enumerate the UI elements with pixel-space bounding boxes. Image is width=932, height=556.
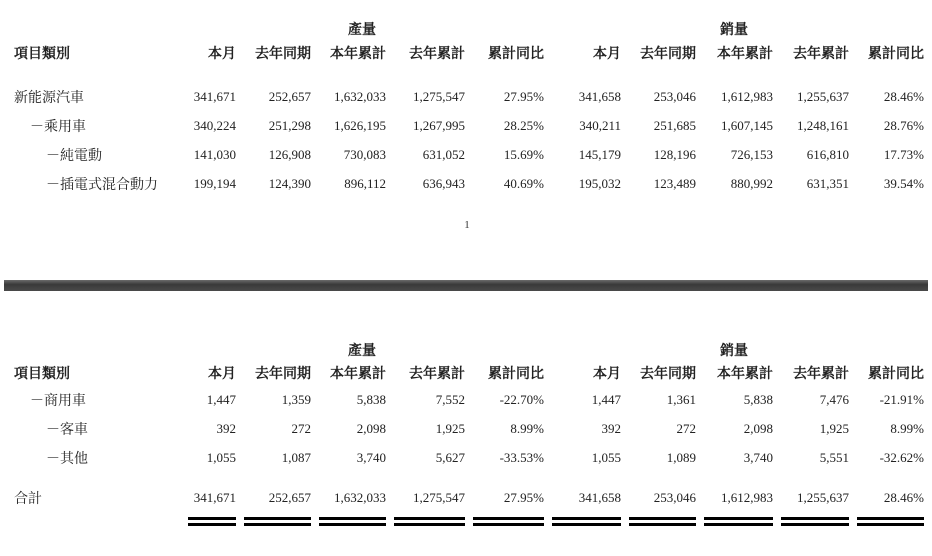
table-cell: -32.62% xyxy=(879,449,924,465)
double-underline xyxy=(704,517,773,526)
col-header-prod-yoy: 累計同比 xyxy=(488,47,544,62)
col-header-sales-last-year: 去年同期 xyxy=(640,47,696,62)
table-cell: 1,089 xyxy=(666,449,696,465)
double-underline xyxy=(781,517,849,526)
col-header-prod-month: 本月 xyxy=(208,367,236,382)
production-sales-table-2 xyxy=(14,339,924,531)
table-cell: 1,255,637 xyxy=(797,88,849,104)
table-cell: 5,551 xyxy=(819,449,849,465)
col-header-category: 項目類別 xyxy=(14,47,70,62)
row-label: －其他 xyxy=(46,450,88,467)
col-header-sales-last-ytd: 去年累計 xyxy=(793,367,849,382)
table-cell: 631,351 xyxy=(806,175,849,191)
table-cell: 1,632,033 xyxy=(334,88,386,104)
table-row xyxy=(14,385,924,414)
table-cell: 28.76% xyxy=(883,117,924,133)
table-cell: 726,153 xyxy=(730,146,773,162)
table-cell: 340,224 xyxy=(193,117,236,133)
table-cell: 5,838 xyxy=(356,391,386,407)
production-group-header: 產量 xyxy=(348,344,376,359)
table-cell: 17.73% xyxy=(883,146,924,162)
col-header-prod-last-ytd: 去年累計 xyxy=(409,47,465,62)
row-label: －插電式混合動力 xyxy=(46,176,158,193)
total-cell: 253,046 xyxy=(653,490,696,505)
table-cell: -21.91% xyxy=(879,391,924,407)
table-cell: 730,083 xyxy=(343,146,386,162)
row-label: －純電動 xyxy=(46,147,102,164)
double-underline xyxy=(473,517,544,526)
page-1 xyxy=(0,0,932,275)
table-cell: 251,298 xyxy=(268,117,311,133)
table-cell: 272 xyxy=(676,420,696,436)
col-header-prod-ytd: 本年累計 xyxy=(330,367,386,382)
table-cell: 195,032 xyxy=(578,175,621,191)
table-cell: 1,055 xyxy=(206,449,236,465)
table-cell: 28.46% xyxy=(883,88,924,104)
table-cell: 252,657 xyxy=(268,88,311,104)
table-cell: 15.69% xyxy=(503,146,544,162)
production-group-header: 產量 xyxy=(348,23,376,38)
table-cell: 3,740 xyxy=(356,449,386,465)
row-label: －乘用車 xyxy=(30,118,86,135)
double-underline xyxy=(857,517,924,526)
table-cell: 251,685 xyxy=(653,117,696,133)
double-underline xyxy=(629,517,696,526)
total-cell: 1,632,033 xyxy=(334,490,386,505)
col-header-sales-yoy: 累計同比 xyxy=(868,367,924,382)
table-cell: 141,030 xyxy=(193,146,236,162)
table-cell: 880,992 xyxy=(730,175,773,191)
table-cell: 253,046 xyxy=(653,88,696,104)
double-underline xyxy=(552,517,621,526)
table-cell: 123,489 xyxy=(653,175,696,191)
table-cell: 7,552 xyxy=(435,391,465,407)
page-number: 1 xyxy=(464,219,470,231)
total-label: 合計 xyxy=(14,491,42,507)
double-underline xyxy=(319,517,386,526)
double-underline xyxy=(244,517,311,526)
page-2 xyxy=(0,293,932,556)
table-row xyxy=(14,414,924,443)
table-cell: 1,248,161 xyxy=(797,117,849,133)
table-cell: 8.99% xyxy=(890,420,924,436)
table-cell: 2,098 xyxy=(743,420,773,436)
table-cell: 199,194 xyxy=(193,175,236,191)
table-cell: 1,612,983 xyxy=(721,88,773,104)
table-row xyxy=(14,82,924,111)
double-underline xyxy=(394,517,465,526)
table-cell: 7,476 xyxy=(819,391,849,407)
table-cell: 272 xyxy=(291,420,311,436)
table-cell: 616,810 xyxy=(806,146,849,162)
total-row xyxy=(14,486,924,510)
col-header-sales-month: 本月 xyxy=(593,47,621,62)
table-cell: 1,626,195 xyxy=(334,117,386,133)
table-cell: 5,627 xyxy=(435,449,465,465)
table-cell: 1,087 xyxy=(281,449,311,465)
table-cell: 392 xyxy=(216,420,236,436)
page-divider xyxy=(0,275,932,293)
col-header-sales-ytd: 本年累計 xyxy=(717,47,773,62)
table-cell: 1,447 xyxy=(591,391,621,407)
table-cell: 896,112 xyxy=(344,175,386,191)
table-cell: 1,359 xyxy=(281,391,311,407)
col-header-prod-last-year: 去年同期 xyxy=(255,47,311,62)
table-cell: 1,447 xyxy=(206,391,236,407)
table-cell: 28.25% xyxy=(503,117,544,133)
table-cell: 1,925 xyxy=(435,420,465,436)
table-cell: 126,908 xyxy=(268,146,311,162)
table-cell: 636,943 xyxy=(422,175,465,191)
table-cell: 631,052 xyxy=(422,146,465,162)
table-cell: 145,179 xyxy=(578,146,621,162)
col-header-prod-last-ytd: 去年累計 xyxy=(409,367,465,382)
table-cell: 1,361 xyxy=(666,391,696,407)
double-underline xyxy=(188,517,236,526)
table-row xyxy=(14,169,924,198)
table-cell: 341,671 xyxy=(193,88,236,104)
table-row xyxy=(14,443,924,472)
total-cell: 1,612,983 xyxy=(721,490,773,505)
table-cell: -22.70% xyxy=(499,391,544,407)
table-cell: 392 xyxy=(601,420,621,436)
sales-group-header: 銷量 xyxy=(720,344,748,359)
table-cell: 5,838 xyxy=(743,391,773,407)
col-header-sales-last-ytd: 去年累計 xyxy=(793,47,849,62)
row-label: 新能源汽車 xyxy=(14,89,84,106)
col-header-prod-ytd: 本年累計 xyxy=(330,47,386,62)
table-cell: 39.54% xyxy=(883,175,924,191)
table-row xyxy=(14,111,924,140)
col-header-category: 項目類別 xyxy=(14,367,70,382)
col-header-prod-month: 本月 xyxy=(208,47,236,62)
col-header-prod-yoy: 累計同比 xyxy=(488,367,544,382)
total-cell: 252,657 xyxy=(268,490,311,505)
col-header-sales-ytd: 本年累計 xyxy=(717,367,773,382)
table-row xyxy=(14,140,924,169)
table-cell: 1,275,547 xyxy=(413,88,465,104)
production-sales-table-1 xyxy=(14,18,924,198)
total-cell: 28.46% xyxy=(883,490,924,505)
table-cell: 1,055 xyxy=(591,449,621,465)
table-cell: 1,607,145 xyxy=(721,117,773,133)
table-cell: -33.53% xyxy=(499,449,544,465)
total-cell: 27.95% xyxy=(503,490,544,505)
table-cell: 2,098 xyxy=(356,420,386,436)
table-cell: 3,740 xyxy=(743,449,773,465)
table-cell: 40.69% xyxy=(503,175,544,191)
total-cell: 1,275,547 xyxy=(413,490,465,505)
table-cell: 128,196 xyxy=(653,146,696,162)
row-label: －商用車 xyxy=(30,392,86,409)
row-label: －客車 xyxy=(46,421,88,438)
sales-group-header: 銷量 xyxy=(720,23,748,38)
table-cell: 124,390 xyxy=(268,175,311,191)
col-header-prod-last-year: 去年同期 xyxy=(255,367,311,382)
col-header-sales-yoy: 累計同比 xyxy=(868,47,924,62)
table-cell: 8.99% xyxy=(510,420,544,436)
total-cell: 341,671 xyxy=(193,490,236,505)
table-cell: 340,211 xyxy=(579,117,621,133)
total-cell: 1,255,637 xyxy=(797,490,849,505)
col-header-sales-last-year: 去年同期 xyxy=(640,367,696,382)
table-cell: 1,925 xyxy=(819,420,849,436)
table-cell: 341,658 xyxy=(578,88,621,104)
col-header-sales-month: 本月 xyxy=(593,367,621,382)
table-cell: 1,267,995 xyxy=(413,117,465,133)
total-cell: 341,658 xyxy=(578,490,621,505)
table-cell: 27.95% xyxy=(503,88,544,104)
